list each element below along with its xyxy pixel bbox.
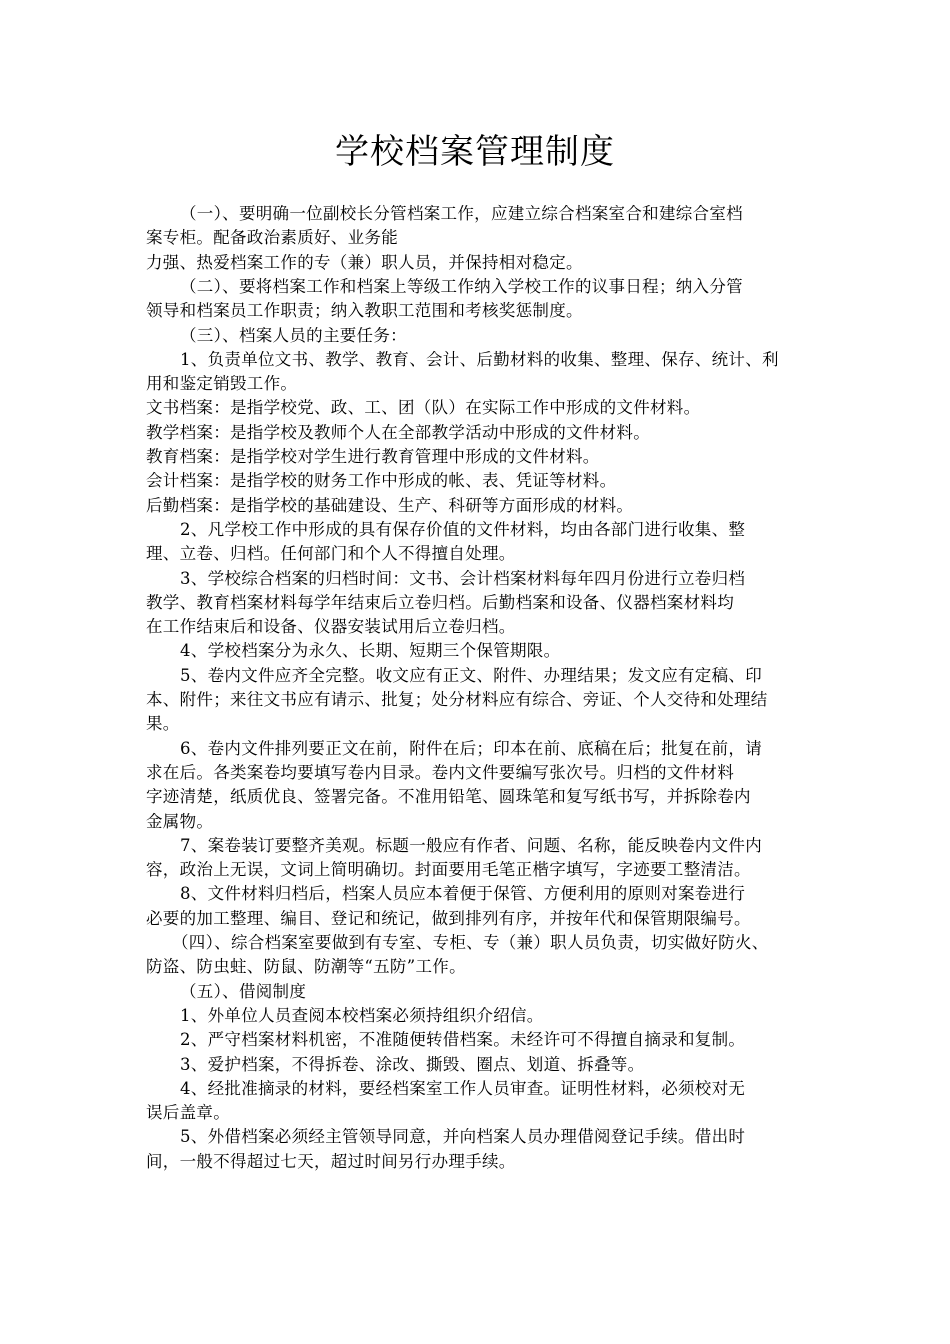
text-line: 理、立卷、归档。任何部门和个人不得擅自处理。 — [146, 544, 516, 563]
text-line: 金属物。 — [146, 812, 214, 831]
text-line: 后勤档案：是指学校的基础建设、生产、科研等方面形成的材料。 — [146, 496, 634, 515]
text-line: 误后盖章。 — [146, 1103, 230, 1122]
text-line: 容，政治上无误，文词上简明确切。封面要用毛笔正楷字填写，字迹要工整清洁。 — [146, 860, 751, 879]
text-line: 3、爱护档案，不得拆卷、涂改、撕毁、圈点、划道、拆叠等。 — [180, 1055, 645, 1074]
text-line: 字迹清楚，纸质优良、签署完备。不准用铅笔、圆珠笔和复写纸书写，并拆除卷内 — [146, 787, 751, 806]
text-line: 防盗、防虫蛀、防鼠、防潮等“五防”工作。 — [146, 957, 466, 976]
text-line: 7、案卷装订要整齐美观。标题一般应有作者、问题、名称，能反映卷内文件内 — [180, 836, 762, 855]
text-line: 5、卷内文件应齐全完整。收文应有正文、附件、办理结果；发文应有定稿、印 — [180, 666, 762, 685]
text-line: （一）、要明确一位副校长分管档案工作，应建立综合档案室合和建综合室档 — [180, 204, 743, 223]
text-line: 教学、教育档案材料每学年结束后立卷归档。后勤档案和设备、仪器档案材料均 — [146, 593, 734, 612]
text-line: （二）、要将档案工作和档案上等级工作纳入学校工作的议事日程；纳入分管 — [180, 277, 743, 296]
text-line: 果。 — [146, 714, 180, 733]
text-line: 求在后。各类案卷均要填写卷内目录。卷内文件要编写张次号。归档的文件材料 — [146, 763, 734, 782]
text-line: 6、卷内文件排列要正文在前，附件在后；印本在前、底稿在后；批复在前，请 — [180, 739, 762, 758]
text-line: 必要的加工整理、编目、登记和统记，做到排列有序，并按年代和保管期限编号。 — [146, 909, 751, 928]
text-line: （四）、综合档案室要做到有专室、专柜、专（兼）职人员负责，切实做好防火、 — [172, 933, 769, 952]
text-line: 力强、热爱档案工作的专（兼）职人员，并保持相对稳定。 — [146, 253, 583, 272]
text-line: 2、凡学校工作中形成的具有保存价值的文件材料，均由各部门进行收集、整 — [180, 520, 746, 539]
text-line: 8、文件材料归档后，档案人员应本着便于保管、方便利用的原则对案卷进行 — [180, 884, 746, 903]
text-line: 会计档案：是指学校的财务工作中形成的帐、表、凭证等材料。 — [146, 471, 617, 490]
text-line: 4、经批准摘录的材料，要经档案室工作人员审查。证明性材料，必须校对无 — [180, 1079, 746, 1098]
text-line: （三）、档案人员的主要任务： — [180, 326, 407, 345]
text-line: 本、附件；来往文书应有请示、批复；处分材料应有综合、旁证、个人交待和处理结 — [146, 690, 768, 709]
text-line: 1、外单位人员查阅本校档案必须持组织介绍信。 — [180, 1006, 544, 1025]
text-line: 2、严守档案材料机密，不准随便转借档案。未经许可不得擅自摘录和复制。 — [180, 1030, 746, 1049]
text-line: 领导和档案员工作职责；纳入教职工范围和考核奖惩制度。 — [146, 301, 583, 320]
text-line: 5、外借档案必须经主管领导同意，并向档案人员办理借阅登记手续。借出时 — [180, 1127, 746, 1146]
text-line: 4、学校档案分为永久、长期、短期三个保管期限。 — [180, 641, 561, 660]
document-title: 学校档案管理制度 — [335, 132, 615, 172]
text-line: 在工作结束后和设备、仪器安装试用后立卷归档。 — [146, 617, 516, 636]
text-line: 教学档案：是指学校及教师个人在全部教学活动中形成的文件材料。 — [146, 423, 650, 442]
text-line: 1、负责单位文书、教学、教育、会计、后勤材料的收集、整理、保存、统计、利 — [180, 350, 779, 369]
text-line: 案专柜。配备政治素质好、业务能 — [146, 228, 398, 247]
text-line: 用和鉴定销毁工作。 — [146, 374, 298, 393]
text-line: 3、学校综合档案的归档时间：文书、会计档案材料每年四月份进行立卷归档 — [180, 569, 746, 588]
text-line: 教育档案：是指学校对学生进行教育管理中形成的文件材料。 — [146, 447, 600, 466]
text-line: 间，一般不得超过七天，超过时间另行办理手续。 — [146, 1152, 516, 1171]
text-line: （五）、借阅制度 — [180, 982, 307, 1001]
text-line: 文书档案：是指学校党、政、工、团（队）在实际工作中形成的文件材料。 — [146, 398, 701, 417]
